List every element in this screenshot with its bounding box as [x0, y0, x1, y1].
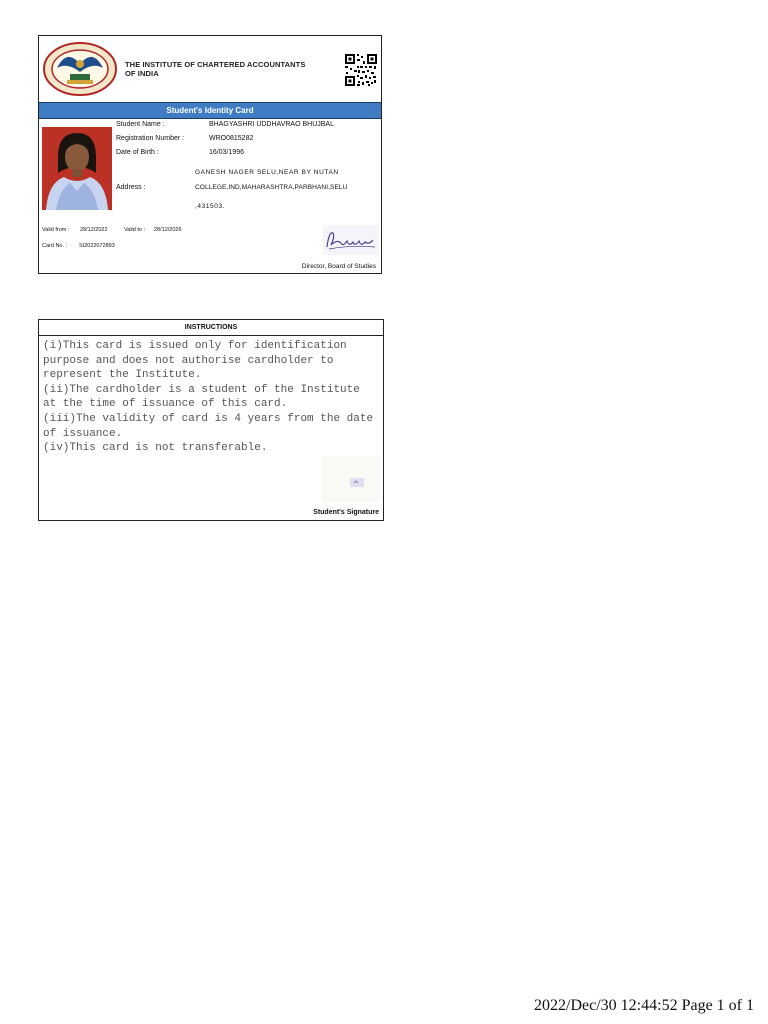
registration-number-value: WRO0815282: [209, 135, 254, 142]
address-line-1: GANESH NAGER SELU,NEAR BY NUTAN: [195, 169, 339, 176]
director-title: Director, Board of Studies: [301, 263, 376, 270]
card-number-value: SI2022072893: [79, 243, 115, 249]
valid-from-value: 28/12/2022: [80, 227, 108, 233]
student-signature-label: Student's Signature: [313, 509, 379, 516]
valid-to-value: 28/12/2026: [154, 227, 182, 233]
registration-number-label: Registration Number :: [116, 135, 185, 142]
instruction-item: (iv)This card is not transferable.: [43, 442, 268, 455]
student-signature-icon: [322, 456, 380, 502]
institute-name-line2: OF INDIA: [125, 69, 159, 78]
address-line-2: COLLEGE,IND,MAHARASHTRA,PARBHANI,SELU: [195, 184, 348, 191]
director-signature-icon: [323, 225, 379, 255]
card-title-bar: Student's Identity Card: [39, 102, 381, 119]
valid-from-label: Valid from :: [42, 227, 70, 233]
icai-logo-icon: [43, 42, 117, 96]
address-line-3: ,431503.: [195, 203, 226, 210]
student-name-label: Student Name :: [116, 121, 165, 128]
date-of-birth-value: 16/03/1996: [209, 149, 245, 156]
identity-card: [38, 35, 382, 274]
student-photo: [42, 127, 112, 210]
institute-name-line1: THE INSTITUTE OF CHARTERED ACCOUNTANTS: [125, 60, 306, 69]
address-label: Address :: [116, 184, 146, 191]
valid-to-label: Valid to :: [124, 227, 145, 233]
instruction-item: (ii)The cardholder is a student of the Institute at the time of issuance of this card.: [43, 383, 360, 411]
date-of-birth-label: Date of Birth :: [116, 149, 159, 156]
instruction-item: (iii)The validity of card is 4 years from the date of issuance.: [43, 412, 374, 440]
institute-name: [125, 60, 305, 78]
print-timestamp: 2022/Dec/30 12:44:52 Page 1 of 1: [534, 997, 754, 1014]
instruction-item: (i)This card is issued only for identification purpose and does not authorise cardholder to represent the Institute.: [43, 340, 347, 382]
qr-code-icon: [344, 53, 378, 87]
instructions-list: [39, 336, 383, 456]
card-number-label: Card No. :: [42, 243, 68, 249]
instructions-heading: INSTRUCTIONS: [39, 320, 383, 336]
instructions-box: [38, 319, 384, 521]
student-name-value: BHAGYASHRI UDDHAVRAO BHUJBAL: [209, 121, 334, 128]
card-header: [39, 36, 381, 102]
